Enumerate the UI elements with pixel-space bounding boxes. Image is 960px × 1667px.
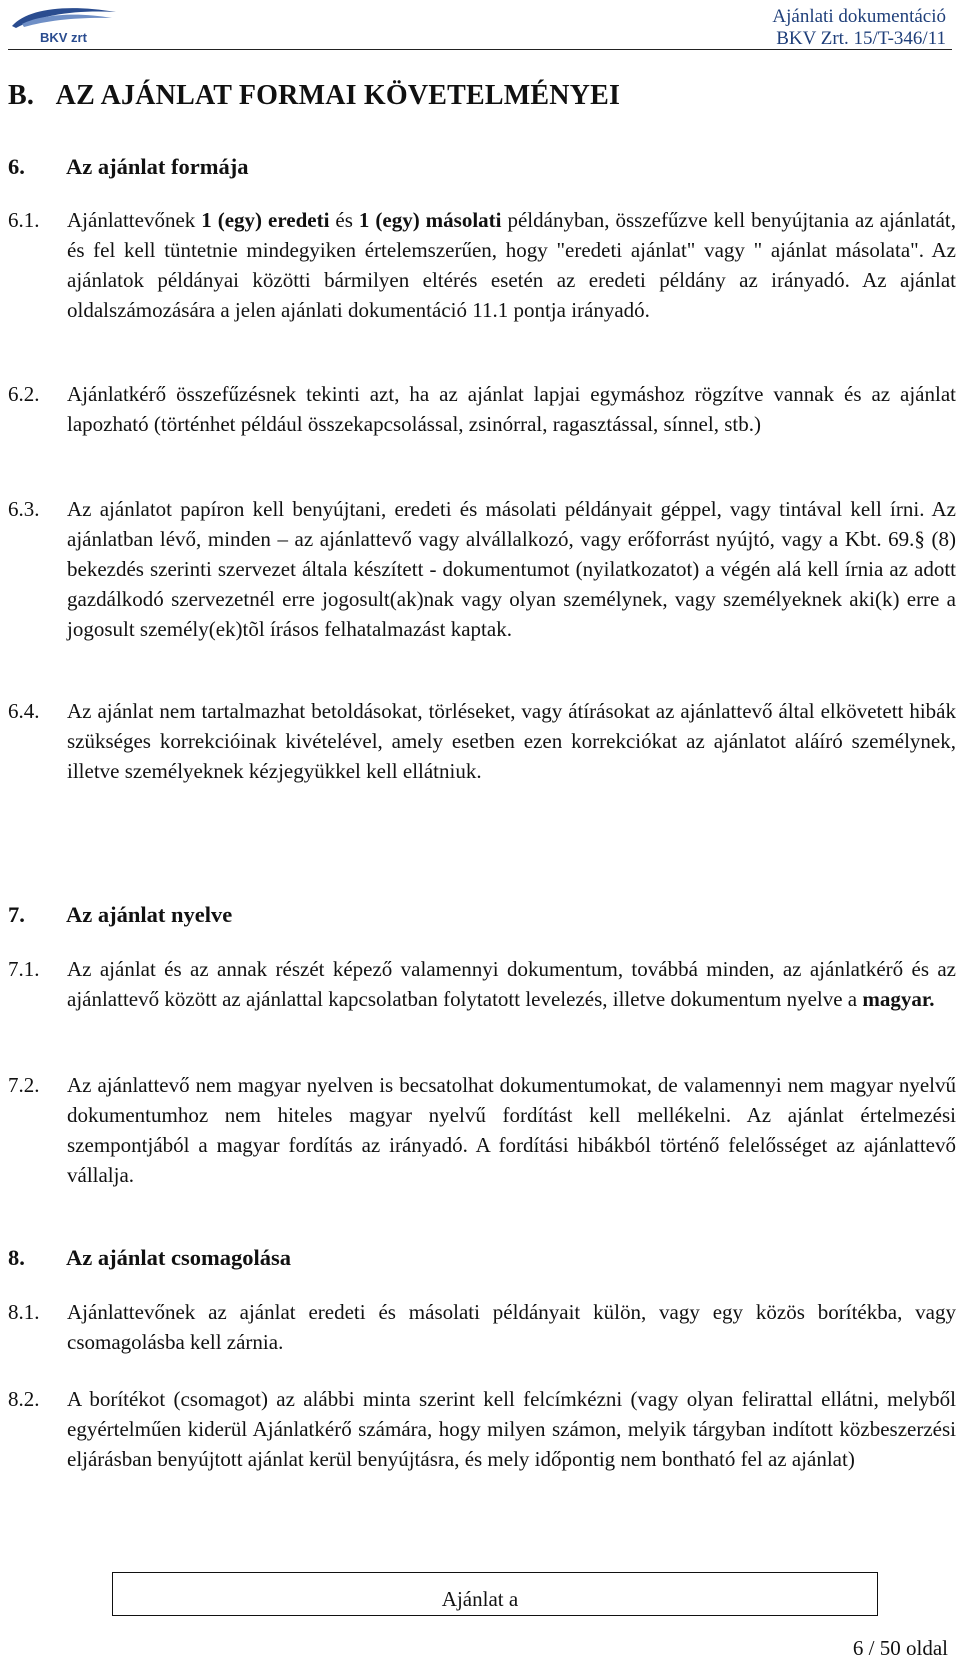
paragraph-number: 8.2. <box>8 1387 40 1411</box>
paragraph-number: 6.2. <box>8 382 40 406</box>
section-title: Az ajánlat formája <box>66 154 249 179</box>
paragraph-8-2 <box>8 1384 956 1474</box>
section-title: Az ajánlat csomagolása <box>66 1245 291 1270</box>
paragraph-number: 6.1. <box>8 208 40 232</box>
paragraph-6-1 <box>8 205 956 325</box>
paragraph-text: Az ajánlat nem tartalmazhat betoldásokat, törléseket, vagy átírásokat az ajánlattevő által elkövetett hibák szükséges korrekcióinak kivételével, amely esetben ezen korrekciókat az ajánlatot aláíró személynek, illetve személyeknek kézjegyükkel kell ellátniuk. <box>67 699 956 783</box>
section-number: 8. <box>8 1245 25 1270</box>
paragraph-text: A borítékot (csomagot) az alábbi minta szerint kell felcímkézni (vagy olyan felirattal ellátni, melyből egyértelműen kiderül Ajánlatkérő számára, hogy milyen számon, melyik tárgyban indított közbeszerzési eljárásban benyújtott ajánlat kerül benyújtásra, és mely időpontig nem bontható fel az ajánlat) <box>67 1387 956 1471</box>
paragraph-number: 6.4. <box>8 699 40 723</box>
envelope-label-text: Ajánlat a <box>441 1587 519 1611</box>
paragraph-number: 7.1. <box>8 957 40 981</box>
section-6-heading <box>8 154 248 180</box>
paragraph-text: Az ajánlatot papíron kell benyújtani, eredeti és másolati példányait géppel, vagy tintával kell írni. Az ajánlatban lévő, minden – az ajánlattevő vagy alvállalkozó, vagy erőforrást nyújtó, vagy a Kbt. 69.§ (8) bekezdés szerinti szervezet általa készített - dokumentumot (nyilatkozatot) a végén alá kell írnia az adott gazdálkodó szervezetnél erre jogosult(ak)nak vagy olyan személynek, vagy személyeknek aki(k) erre a jogosult személy(ek)tõl írásos felhatalmazást kaptak. <box>67 497 956 641</box>
section-8-heading <box>8 1245 291 1271</box>
paragraph-6-3 <box>8 494 956 644</box>
header-divider <box>8 49 952 50</box>
header-info <box>772 6 946 50</box>
paragraph-text: Az ajánlattevő nem magyar nyelven is becsatolhat dokumentumokat, de valamennyi nem magyar nyelvű dokumentumhoz nem hiteles magyar nyelvű fordítást kell mellékelni. Az ajánlat értelmezési szempontjából a magyar fordítás az irányadó. A fordítási hibákból történő felelősséget az ajánlattevő vállalja. <box>67 1073 956 1187</box>
section-title: Az ajánlat nyelve <box>66 902 233 927</box>
paragraph-number: 8.1. <box>8 1300 40 1324</box>
page-number: 6 / 50 oldal <box>852 1636 948 1660</box>
paragraph-text: Az ajánlat és az annak részét képező valamennyi dokumentum, továbbá minden, az ajánlatkérő és az ajánlattevő között az ajánlattal kapcsolatban folytatott levelezés, illetve dokumentum nyelve a magyar. <box>67 957 956 1011</box>
paragraph-8-1 <box>8 1297 956 1357</box>
paragraph-6-2 <box>8 379 956 439</box>
paragraph-text: Ajánlattevőnek az ajánlat eredeti és másolati példányait külön, vagy egy közös borítékba, vagy csomagolásba kell zárnia. <box>67 1300 956 1354</box>
bkv-logo <box>8 4 122 44</box>
paragraph-text: Ajánlattevőnek 1 (egy) eredeti és 1 (egy) másolati példányban, összefűzve kell benyújtania az ajánlatát, és fel kell tüntetnie mindegyiken értelemszerűen, hogy "eredeti ajánlat" vagy " ajánlat másolata". Az ajánlatok példányai közötti bármilyen eltérés esetén az eredeti példány az irányadó. Az ajánlat oldalszámozására a jelen ajánlati dokumentáció 11.1 pontja irányadó. <box>67 208 956 322</box>
doc-title: Ajánlati dokumentáció <box>772 6 946 27</box>
paragraph-6-4 <box>8 696 956 786</box>
paragraph-number: 7.2. <box>8 1073 40 1097</box>
paragraph-7-1 <box>8 954 956 1014</box>
section-number: 7. <box>8 902 25 927</box>
paragraph-number: 6.3. <box>8 497 40 521</box>
section-7-heading <box>8 902 232 928</box>
doc-reference: BKV Zrt. 15/T-346/11 <box>776 28 946 49</box>
logo-text: BKV zrt <box>40 30 87 44</box>
paragraph-7-2 <box>8 1070 956 1190</box>
section-number: 6. <box>8 154 25 179</box>
paragraph-text: Ajánlatkérő összefűzésnek tekinti azt, ha az ajánlat lapjai egymáshoz rögzítve vannak és az ajánlat lapozható (történhet például összekapcsolással, zsinórral, ragasztással, sínnel, stb.) <box>67 382 956 436</box>
main-title: B. AZ AJÁNLAT FORMAI KÖVETELMÉNYEI <box>8 80 621 111</box>
